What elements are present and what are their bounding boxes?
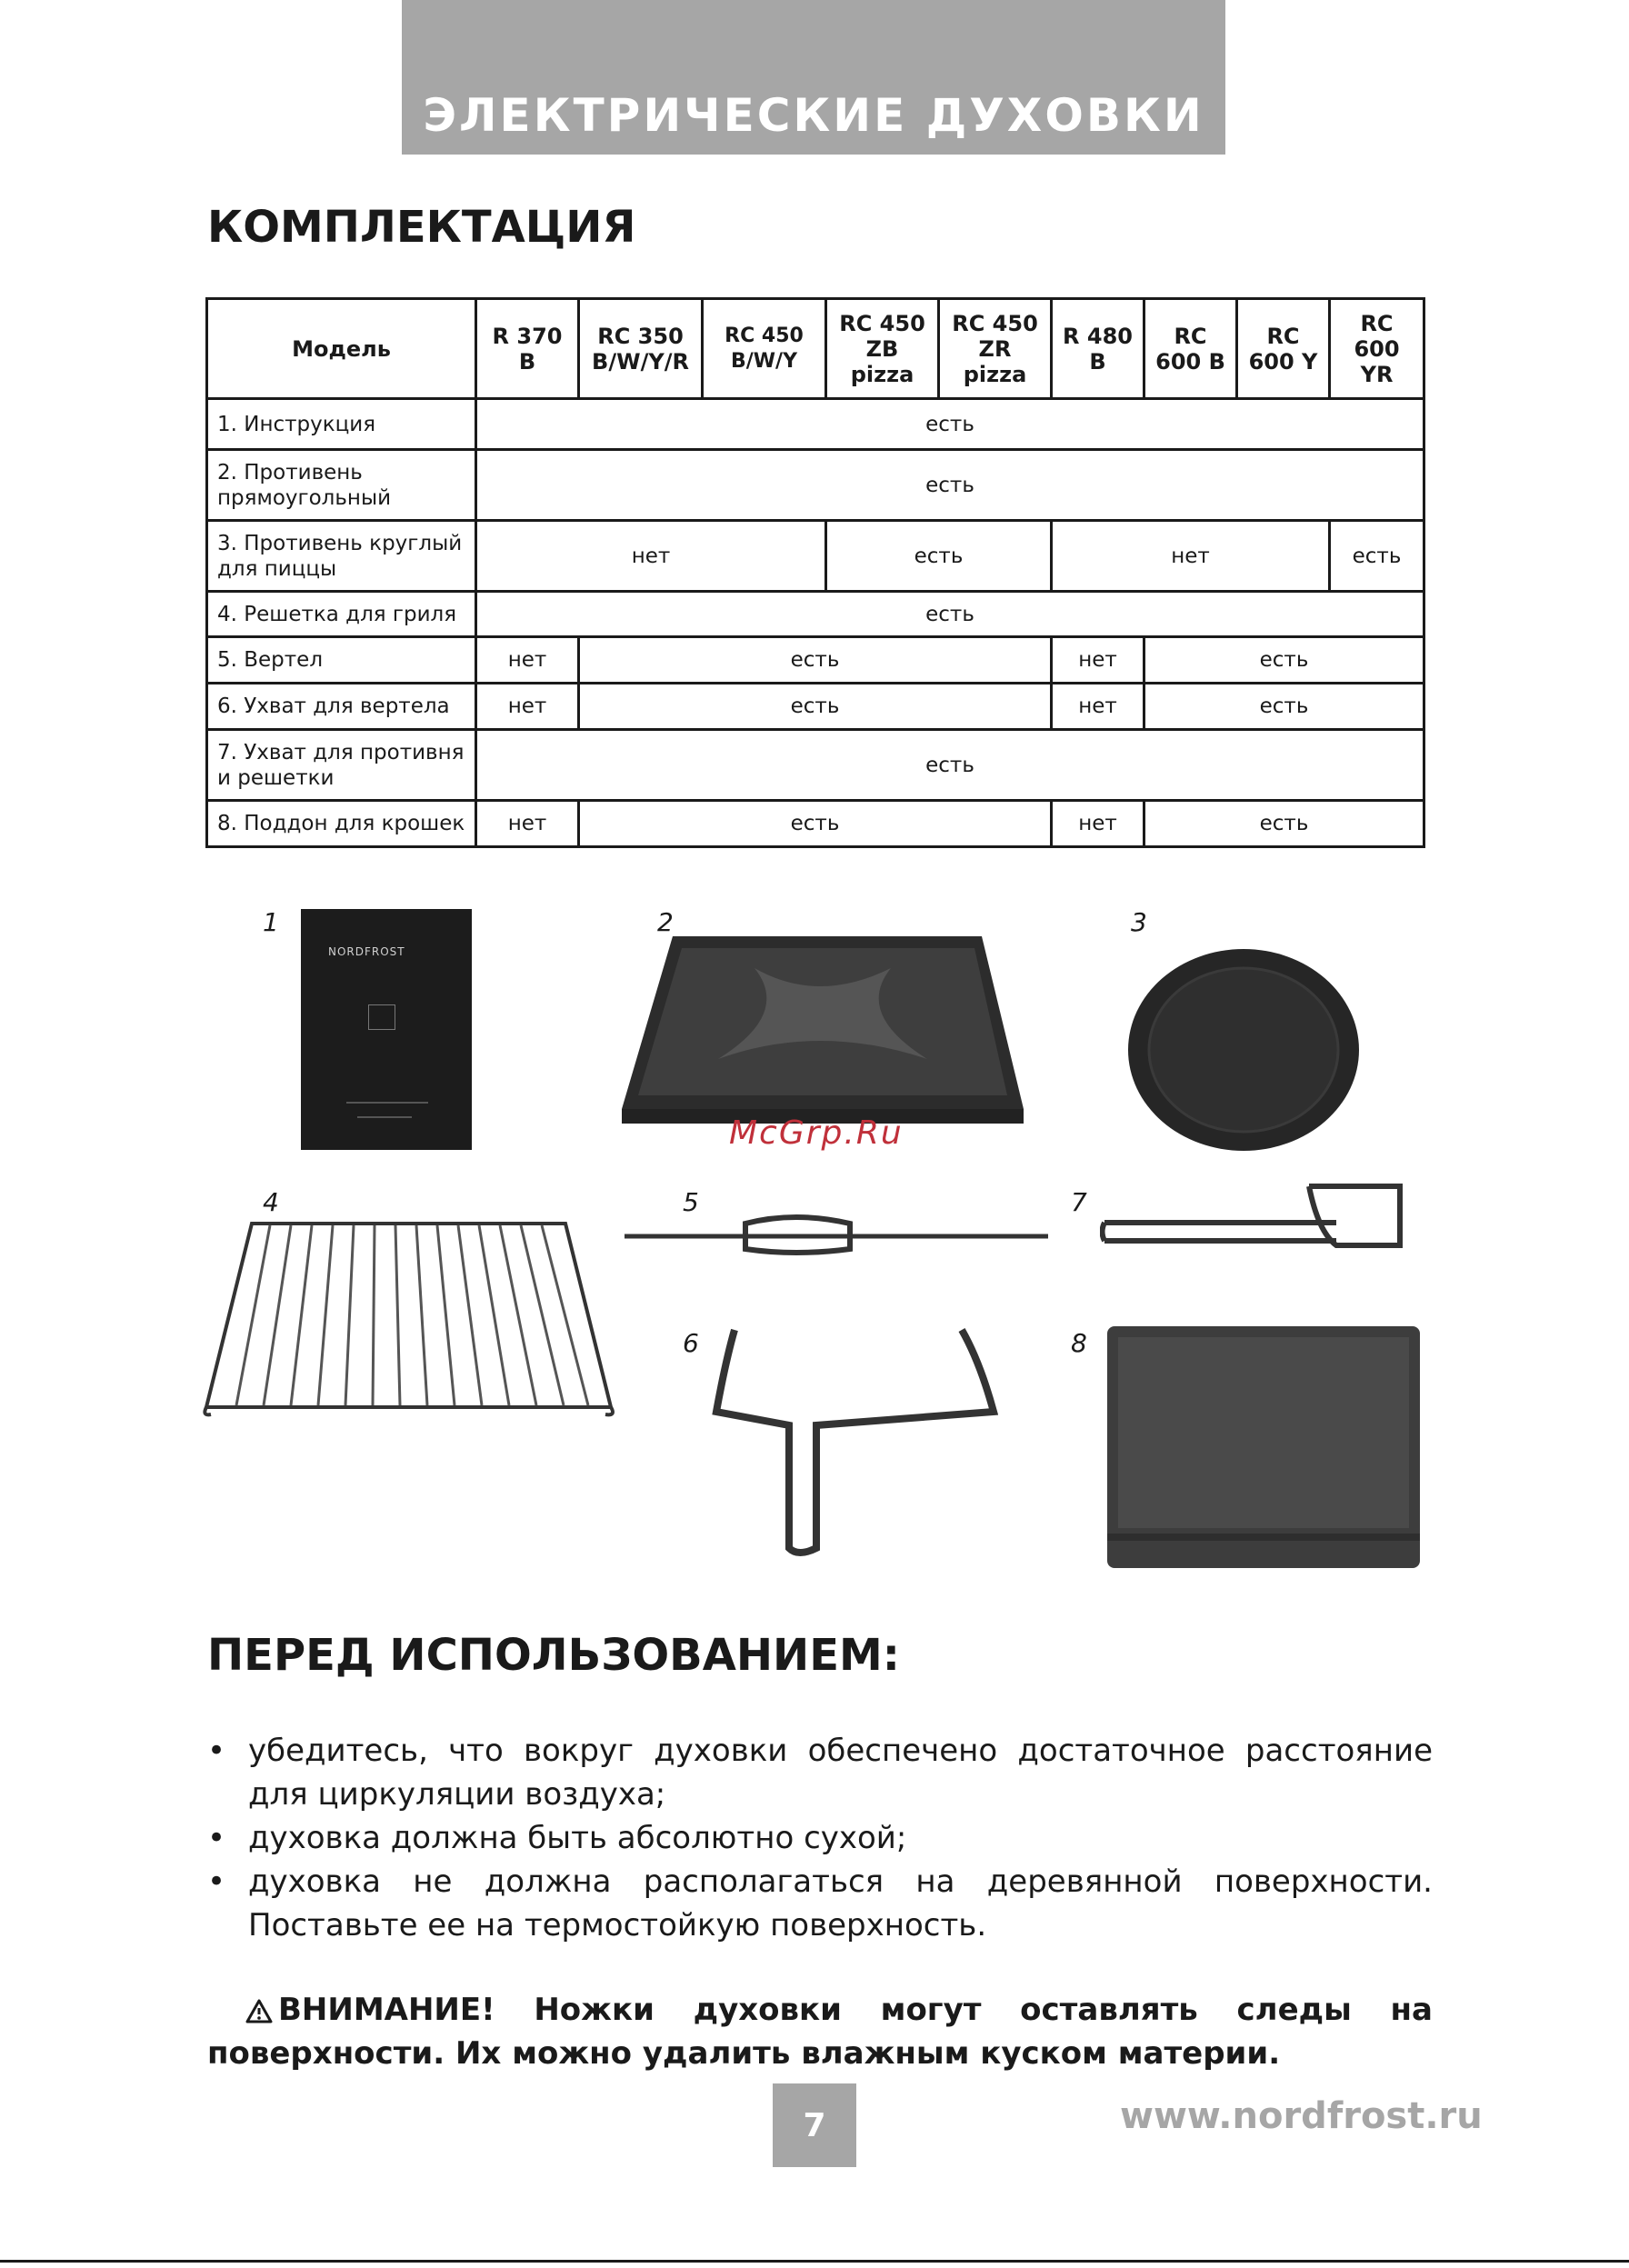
tray-handle-image [1100,1168,1414,1259]
spit-image [623,1211,1050,1256]
table-row [207,592,1424,637]
model-column-header: R 480 B [1052,299,1144,399]
table-cell: нет [476,684,579,730]
row-label: 7. Ухват для противня и решетки [207,730,476,801]
table-cell: есть [579,801,1052,847]
row-label: 3. Противень круглый для пиццы [207,521,476,592]
warning-note [207,1988,1433,2075]
photo-label-1: 1 [263,907,279,937]
booklet-brand: NORDFROST [328,945,405,958]
row-label: 5. Вертел [207,637,476,684]
row-label: 2. Противень прямоугольный [207,450,476,521]
model-header-cell: Модель [207,299,476,399]
warning-text: ВНИМАНИЕ! Ножки духовки могут оставлять следы на поверхности. Их можно удалить влажным куском материи. [207,1992,1433,2072]
table-cell: есть [826,521,1052,592]
model-column-header: RC 600 YR [1330,299,1424,399]
rectangular-tray-image [618,932,1027,1127]
spit-handle-image [698,1325,998,1566]
model-column-header: RC 450 ZR pizza [939,299,1052,399]
photo-label-6: 6 [683,1328,699,1358]
table-cell: есть [476,592,1424,637]
table-cell: нет [1052,521,1330,592]
model-column-header: RC 350 B/W/Y/R [579,299,703,399]
table-row [207,637,1424,684]
table-cell: есть [1144,801,1424,847]
photo-label-3: 3 [1131,907,1147,937]
photo-label-8: 8 [1071,1328,1087,1358]
model-column-header: R 370 B [476,299,579,399]
model-column-header: RC 450 B/W/Y [703,299,826,399]
photo-label-2: 2 [657,907,674,937]
row-label: 1. Инструкция [207,399,476,450]
round-pizza-tray-image [1127,948,1360,1153]
table-cell: есть [1330,521,1424,592]
photo-label-4: 4 [263,1187,279,1217]
table-cell: нет [1052,801,1144,847]
configuration-table [205,297,1425,848]
table-cell: есть [1144,637,1424,684]
warning-icon [245,1998,273,2023]
row-label: 8. Поддон для крошек [207,801,476,847]
watermark: McGrp.Ru [729,1114,904,1152]
table-cell: есть [476,399,1424,450]
list-item: • духовка должна быть абсолютно сухой; [207,1816,1433,1860]
header-band [402,0,1225,155]
instruction-booklet-image [301,909,472,1150]
row-label: 4. Решетка для гриля [207,592,476,637]
table-cell: нет [476,521,826,592]
table-cell: нет [1052,684,1144,730]
table-header-row [207,299,1424,399]
page-number: 7 [773,2083,856,2167]
website-link[interactable]: www.nordfrost.ru [1120,2095,1483,2137]
section-title-contents: КОМПЛЕКТАЦИЯ [207,202,636,253]
model-column-header: RC 600 B [1144,299,1237,399]
table-row [207,521,1424,592]
header-title: ЭЛЕКТРИЧЕСКИЕ ДУХОВКИ [423,89,1204,142]
row-label: 6. Ухват для вертела [207,684,476,730]
table-cell: есть [579,684,1052,730]
model-column-header: RC 450 ZB pizza [826,299,939,399]
table-cell: есть [1144,684,1424,730]
table-cell: есть [579,637,1052,684]
table-cell: есть [476,730,1424,801]
list-item: • духовка не должна располагаться на деревянной поверхности. Поставьте ее на термостойкую поверхность. [207,1860,1433,1947]
photo-label-5: 5 [683,1187,699,1217]
list-item: • убедитесь, что вокруг духовки обеспечено достаточное расстояние для циркуляции воздуха; [207,1729,1433,1816]
table-cell: нет [1052,637,1144,684]
before-use-list [207,1729,1433,1947]
table-row [207,801,1424,847]
crumb-tray-image [1105,1324,1422,1570]
table-row [207,730,1424,801]
model-column-header: RC 600 Y [1237,299,1330,399]
table-cell: нет [476,637,579,684]
table-row [207,684,1424,730]
grill-rack-image [202,1214,615,1419]
table-row [207,399,1424,450]
table-cell: нет [476,801,579,847]
table-row [207,450,1424,521]
bottom-divider [0,2260,1629,2263]
section-title-before-use: ПЕРЕД ИСПОЛЬЗОВАНИЕМ: [207,1630,900,1681]
table-cell: есть [476,450,1424,521]
photo-label-7: 7 [1071,1187,1087,1217]
